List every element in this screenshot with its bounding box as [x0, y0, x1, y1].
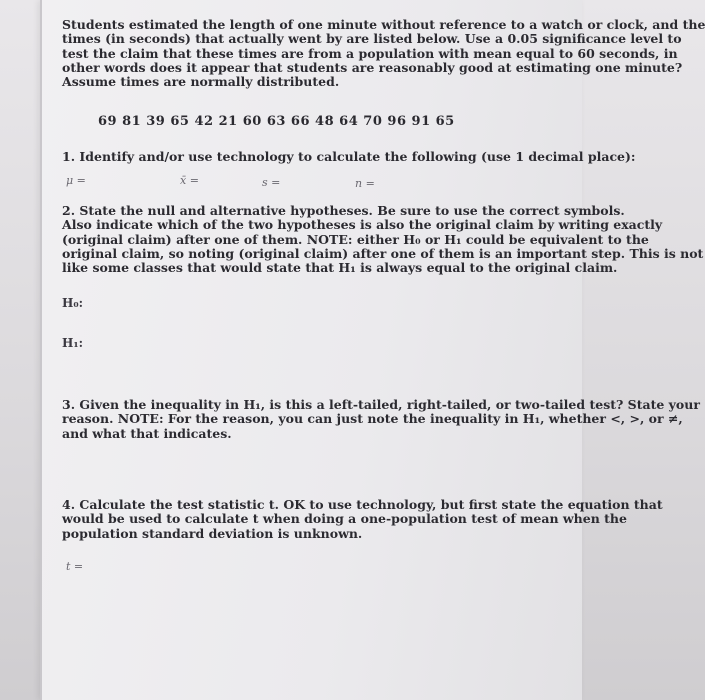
q3-line-1: 3. Given the inequality in H₁, is this a left-tailed, right-tailed, or two-tailed test? State your [62, 397, 700, 412]
question-4-text [62, 498, 663, 541]
mu-label: μ = [66, 174, 86, 187]
q4-line-2: would be used to calculate t when doing a one-population test of mean when the [62, 511, 627, 527]
q4-line-1: 4. Calculate the test statistic t. OK to use technology, but first state the equation that [62, 497, 663, 512]
n-label: n = [355, 177, 375, 190]
question-2-text [62, 204, 703, 275]
worksheet-paper [40, 0, 582, 700]
intro-paragraph [62, 18, 705, 89]
q3-line-3: and what that indicates. [62, 425, 232, 441]
q2-line-1: 2. State the null and alternative hypotheses. Be sure to use the correct symbols. [62, 203, 625, 218]
h0-label: H₀: [62, 296, 84, 310]
question-1-text: 1. Identify and/or use technology to calculate the following (use 1 decimal place): [62, 149, 636, 164]
q2-line-2: Also indicate which of the two hypotheses is also the original claim by writing exactly [62, 217, 663, 233]
s-label: s = [262, 176, 281, 189]
data-values: 69 81 39 65 42 21 60 63 66 48 64 70 96 91 65 [98, 114, 455, 129]
intro-line-3: test the claim that these times are from a population with mean equal to 60 seconds, in [62, 45, 678, 61]
q4-line-3: population standard deviation is unknown. [62, 525, 363, 541]
q2-line-4: original claim, so noting (original claim) after one of them is an important step. This is not [62, 245, 704, 261]
h1-label: H₁: [62, 336, 84, 350]
intro-line-4: other words does it appear that students are reasonably good at estimating one minute? [62, 59, 683, 75]
intro-line-5: Assume times are normally distributed. [62, 74, 340, 90]
t-label: t = [66, 560, 84, 573]
paper-edge [40, 0, 42, 700]
intro-line-2: times (in seconds) that actually went by are listed below. Use a 0.05 significance level to [62, 31, 682, 47]
question-3-text [62, 398, 700, 441]
intro-line-1: Students estimated the length of one minute without reference to a watch or clock, and the [62, 17, 705, 32]
q3-line-2: reason. NOTE: For the reason, you can just note the inequality in H₁, whether <, >, or ≠, [62, 411, 683, 427]
q2-line-3: (original claim) after one of them. NOTE: either H₀ or H₁ could be equivalent to the [62, 231, 649, 247]
xbar-label: x̄ = [180, 174, 199, 187]
q2-line-5: like some classes that would state that H₁ is always equal to the original claim. [62, 260, 618, 276]
